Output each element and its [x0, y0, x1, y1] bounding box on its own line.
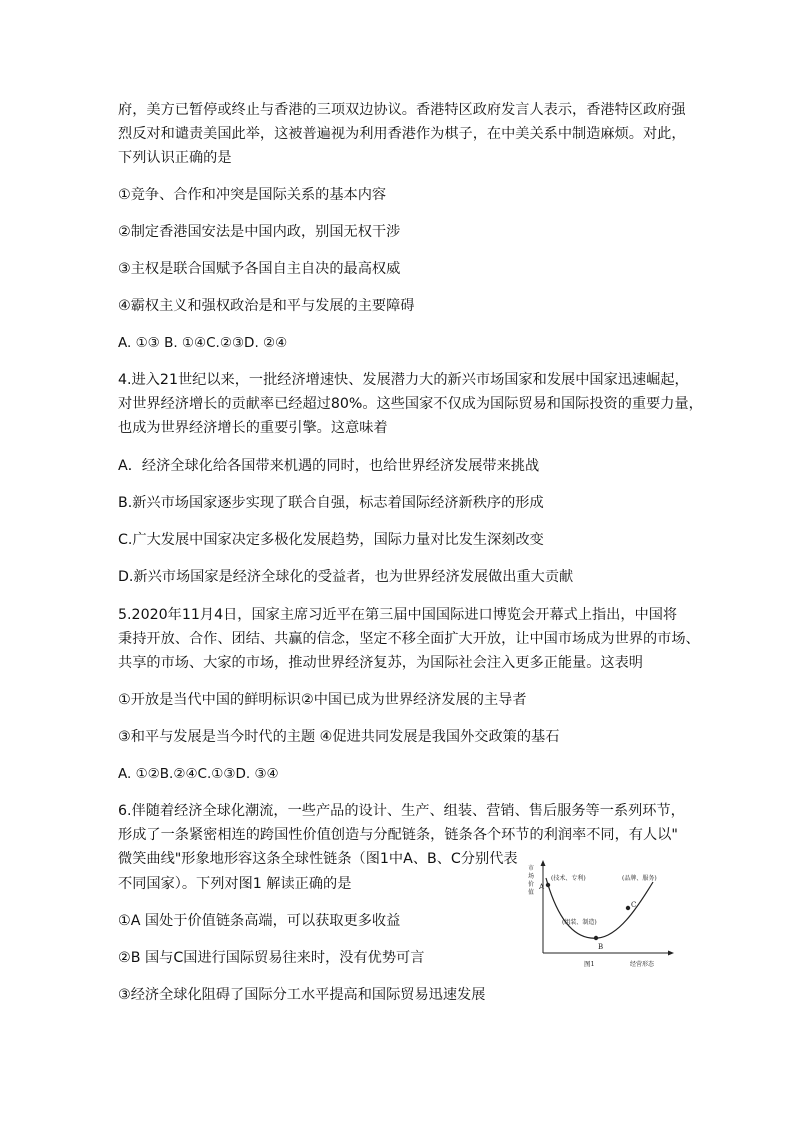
q6-stem-line-2: 形成了一条紧密相连的跨国性价值创造与分配链条，链条各个环节的利润率不同，有人以"	[118, 827, 678, 843]
q6-item-1: ①A 国处于价值链条高端，可以获取更多收益	[118, 913, 401, 929]
y-axis-label-char-1: 市	[528, 865, 535, 872]
y-axis-arrow	[541, 860, 546, 866]
point-a-marker	[546, 883, 550, 887]
smile-curve-figure	[518, 858, 678, 978]
y-axis-label-char-3: 价	[528, 881, 535, 888]
q6-stem-line-1: 6.伴随着经济全球化潮流，一些产品的设计、生产、组装、营销、售后服务等一系列环节，	[118, 803, 685, 819]
y-axis-label-char-4: 值	[528, 889, 535, 896]
q4-option-a: A．经济全球化给各国带来机遇的同时，也给世界经济发展带来挑战	[118, 458, 540, 474]
q5-stem-line-2: 秉持开放、合作、团结、共赢的信念，坚定不移全面扩大开放，让中国市场成为世界的市场、	[118, 631, 700, 647]
q4-stem-line-1: 4.进入21世纪以来，一批经济增速快、发展潜力大的新兴市场国家和发展中国家迅速崛起，	[118, 372, 689, 388]
point-b-marker	[594, 936, 598, 940]
q3-item-3: ③主权是联合国赋予各国自主自决的最高权威	[118, 261, 401, 277]
q4-stem-line-2: 对世界经济增长的贡献率已经超过80%。这些国家不仅成为国际贸易和国际投资的重要力量，	[118, 396, 703, 412]
point-c-marker	[626, 906, 630, 910]
label-assembly-manufacturing: (组装、制造)	[562, 919, 597, 926]
q3-stem-line-1: 府，美方已暂停或终止与香港的三项双边协议。香港特区政府发言人表示，香港特区政府强	[118, 102, 686, 118]
point-c-label: C	[631, 901, 637, 909]
q4-option-b: B.新兴市场国家逐步实现了联合自强，标志着国际经济新秩序的形成	[118, 495, 544, 511]
smile-curve	[546, 878, 653, 938]
q6-stem-line-3: 微笑曲线"形象地形容这条全球性链条（图1中A、B、C分别代表	[118, 851, 518, 867]
q6-item-2: ②B 国与C国进行国际贸易往来时，没有优势可言	[118, 950, 425, 966]
q5-options: A. ①②B.②④C.①③D. ③④	[118, 766, 279, 782]
q4-option-d: D.新兴市场国家是经济全球化的受益者，也为世界经济发展做出重大贡献	[118, 569, 574, 585]
x-axis-arrow	[668, 951, 674, 956]
q5-stem-line-1: 5.2020年11月4日，国家主席习近平在第三届中国国际进口博览会开幕式上指出，中国将	[118, 607, 678, 623]
label-technology-patent: (技术、专利)	[551, 875, 586, 882]
x-axis-label: 经营形态	[630, 961, 655, 968]
q5-item-2: ③和平与发展是当今时代的主题 ④促进共同发展是我国外交政策的基石	[118, 729, 560, 745]
q6-stem-line-4: 不同国家）。下列对图1 解读正确的是	[118, 876, 352, 892]
q4-stem-line-3: 也成为世界经济增长的重要引擎。这意味着	[118, 420, 388, 436]
q3-item-4: ④霸权主义和强权政治是和平与发展的主要障碍	[118, 298, 415, 314]
y-axis-label-char-2: 场	[528, 873, 535, 880]
point-b-label: B	[598, 943, 604, 951]
q5-item-1: ①开放是当代中国的鲜明标识②中国已成为世界经济发展的主导者	[118, 692, 527, 708]
figure-caption: 图1	[584, 960, 595, 968]
q5-stem-line-3: 共享的市场、大家的市场，推动世界经济复苏，为国际社会注入更多正能量。这表明	[118, 655, 643, 671]
q4-option-c: C.广大发展中国家决定多极化发展趋势，国际力量对比发生深刻改变	[118, 532, 544, 548]
q3-stem-line-3: 下列认识正确的是	[118, 150, 232, 166]
q3-item-1: ①竞争、合作和冲突是国际关系的基本内容	[118, 187, 387, 203]
point-a-label: A	[539, 883, 545, 891]
q3-options: A. ①③ B. ①④C.②③D. ②④	[118, 335, 288, 351]
label-brand-service: (品牌、服务)	[622, 875, 657, 882]
q3-stem-line-2: 烈反对和谴责美国此举，这被普遍视为利用香港作为棋子，在中美关系中制造麻烦。对此，	[118, 126, 686, 142]
q6-item-3: ③经济全球化阻碍了国际分工水平提高和国际贸易迅速发展	[118, 987, 486, 1003]
q3-item-2: ②制定香港国安法是中国内政，别国无权干涉	[118, 224, 401, 240]
